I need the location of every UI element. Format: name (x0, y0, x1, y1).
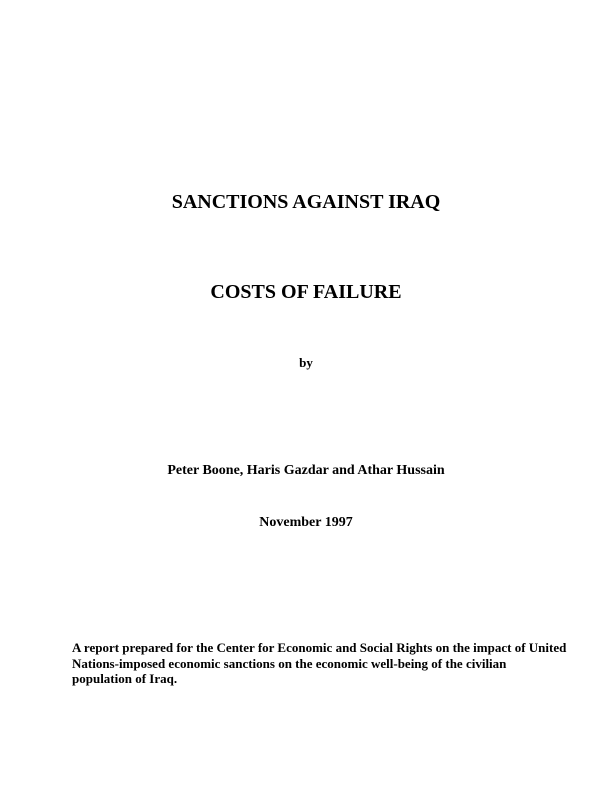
byline-label: by (299, 355, 313, 370)
report-note (72, 640, 567, 687)
report-note-line-3: population of Iraq. (72, 671, 178, 686)
report-note-line-2: Nations-imposed economic sanctions on the economic well-being of the civilian (72, 655, 507, 671)
document-subtitle: COSTS OF FAILURE (210, 281, 402, 303)
author-list: Peter Boone, Haris Gazdar and Athar Hussain (167, 463, 445, 478)
report-note-line-1: A report prepared for the Center for Economic and Social Rights on the impact of United (72, 640, 567, 655)
publication-date: November 1997 (259, 515, 353, 530)
document-title: SANCTIONS AGAINST IRAQ (171, 191, 441, 213)
